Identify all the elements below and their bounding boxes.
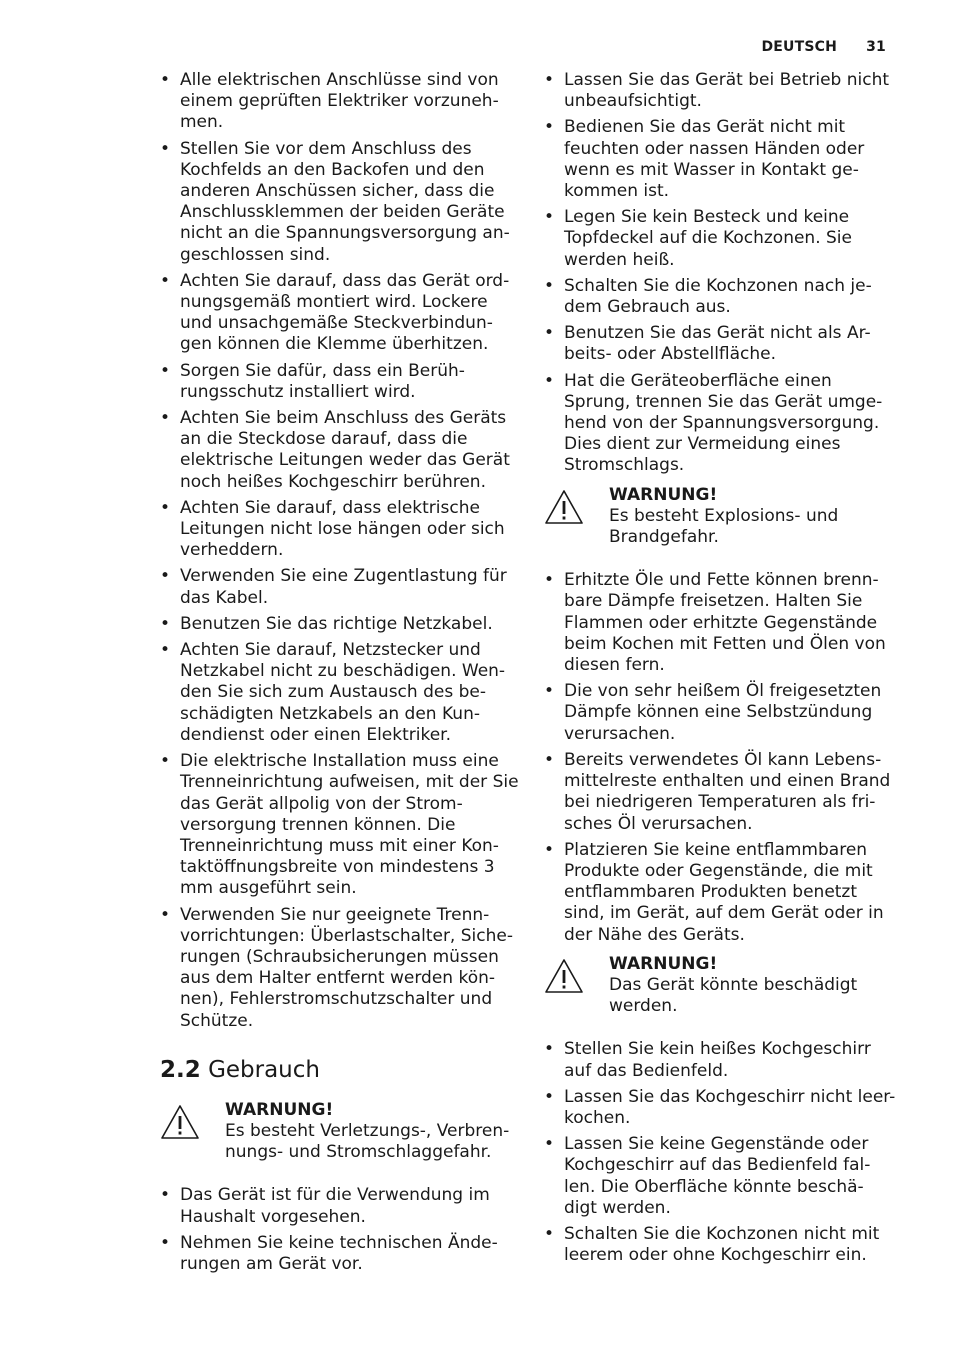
warning-triangle-icon	[160, 1104, 200, 1140]
list-item: • Alle elektrischen Anschlüsse sind von einem geprüften Elektriker vorzuneh- men.	[160, 70, 520, 134]
left-column	[160, 70, 520, 1280]
warning-message: Es besteht Explosions- und Brandgefahr.	[609, 505, 839, 548]
section-title: Gebrauch	[208, 1056, 320, 1083]
warning-text-block	[609, 954, 900, 1018]
list-item: • Legen Sie kein Besteck und keine Topfdeckel auf die Kochzonen. Sie werden heiß.	[544, 207, 900, 271]
list-item: • Hat die Geräteoberfläche einen Sprung, trennen Sie das Gerät umge- hend von der Spannungsversorgung. Dies dient zur Vermeidung eines Stromschlags.	[544, 371, 900, 477]
warning-text-block	[609, 485, 900, 549]
list-item: • Stellen Sie vor dem Anschluss des Kochfelds an den Backofen und den anderen Anschüssen sicher, dass die Anschlussklemmen der beiden Geräte nicht an die Spannungsversorgung an- geschlossen sind.	[160, 139, 520, 266]
list-item: • Benutzen Sie das richtige Netzkabel.	[160, 614, 520, 635]
warning-title: WARNUNG!	[609, 484, 718, 505]
warning-text-block	[225, 1100, 520, 1164]
bullet-list-electrical	[160, 70, 520, 1032]
list-item: • Achten Sie darauf, dass das Gerät ord- nungsgemäß montiert wird. Lockere und unsachgemäße Steckverbindun- gen können die Klemme überhitzen.	[160, 271, 520, 356]
section-heading	[160, 1056, 520, 1084]
warning-title: WARNUNG!	[609, 953, 718, 974]
warning-triangle-icon	[544, 489, 584, 525]
list-item: • Schalten Sie die Kochzonen nicht mit leerem oder ohne Kochgeschirr ein.	[544, 1224, 900, 1266]
list-item: • Lassen Sie keine Gegenstände oder Kochgeschirr auf das Bedienfeld fal- len. Die Oberfläche könnte beschä- digt werden.	[544, 1134, 900, 1219]
list-item: • Platzieren Sie keine entflammbaren Produkte oder Gegenstände, die mit entflammbaren Produkten benetzt sind, im Gerät, auf dem Gerät oder in der Nähe des Geräts.	[544, 840, 900, 946]
list-item: • Bereits verwendetes Öl kann Lebens- mittelreste enthalten und einen Brand bei niedrigeren Temperaturen als fri- sches Öl verursachen.	[544, 750, 900, 835]
warning-triangle-icon	[544, 958, 584, 994]
warning-box	[160, 1100, 520, 1164]
bullet-list-usage	[160, 1185, 520, 1275]
list-item: • Die elektrische Installation muss eine Trenneinrichtung aufweisen, mit der Sie das Gerät allpolig von der Strom- versorgung trennen können. Die Trenneinrichtung muss mit einer Kon- taktöffnungsbreite von mindestens 3 mm ausgeführt sein.	[160, 751, 520, 899]
bullet-list-oil	[544, 570, 900, 945]
list-item: • Achten Sie darauf, dass elektrische Leitungen nicht lose hängen oder sich verheddern.	[160, 498, 520, 562]
list-item: • Das Gerät ist für die Verwendung im Haushalt vorgesehen.	[160, 1185, 520, 1227]
list-item: • Erhitzte Öle und Fette können brenn- bare Dämpfe freisetzen. Halten Sie Flammen oder erhitzte Gegenstände beim Kochen mit Fetten und Ölen von diesen fern.	[544, 570, 900, 676]
list-item: • Lassen Sie das Gerät bei Betrieb nicht unbeaufsichtigt.	[544, 70, 900, 112]
list-item: • Nehmen Sie keine technischen Ände- rungen am Gerät vor.	[160, 1233, 520, 1275]
list-item: • Bedienen Sie das Gerät nicht mit feuchten oder nassen Händen oder wenn es mit Wasser in Kontakt ge- kommen ist.	[544, 117, 900, 202]
page-number: 31	[866, 39, 886, 55]
list-item: • Benutzen Sie das Gerät nicht als Ar- beits- oder Abstellfläche.	[544, 323, 900, 365]
list-item: • Verwenden Sie nur geeignete Trenn- vorrichtungen: Überlastschalter, Siche- rungen (Schraubsicherungen müssen aus dem Halter entfernt werden kön- nen), Fehlerstromschutzschalter und Schütze.	[160, 905, 520, 1032]
section-number: 2.2	[160, 1056, 201, 1083]
list-item: • Schalten Sie die Kochzonen nach je- dem Gebrauch aus.	[544, 276, 900, 318]
warning-message: Es besteht Verletzungs-, Verbren- nungs- und Stromschlaggefahr.	[225, 1120, 510, 1163]
header-language: DEUTSCH	[761, 39, 838, 55]
list-item: • Lassen Sie das Kochgeschirr nicht leer- kochen.	[544, 1087, 900, 1129]
bullet-list-operation	[544, 70, 900, 477]
list-item: • Verwenden Sie eine Zugentlastung für das Kabel.	[160, 566, 520, 608]
list-item: • Achten Sie beim Anschluss des Geräts an die Steckdose darauf, dass die elektrische Leitungen weder das Gerät noch heißes Kochgeschirr berühren.	[160, 408, 520, 493]
warning-title: WARNUNG!	[225, 1099, 334, 1120]
list-item: • Sorgen Sie dafür, dass ein Berüh- rungsschutz installiert wird.	[160, 361, 520, 403]
bullet-list-cookware	[544, 1039, 900, 1266]
page-header	[761, 39, 886, 55]
list-item: • Die von sehr heißem Öl freigesetzten Dämpfe können eine Selbstzündung verursachen.	[544, 681, 900, 745]
list-item: • Achten Sie darauf, Netzstecker und Netzkabel nicht zu beschädigen. Wen- den Sie sich zum Austausch des be- schädigten Netzkabels an den Kun- dendienst oder einen Elektriker.	[160, 640, 520, 746]
warning-box-explosion	[544, 485, 900, 549]
warning-message: Das Gerät könnte beschädigt werden.	[609, 974, 858, 1017]
right-column	[544, 70, 900, 1271]
warning-box-damage	[544, 954, 900, 1018]
list-item: • Stellen Sie kein heißes Kochgeschirr auf das Bedienfeld.	[544, 1039, 900, 1081]
